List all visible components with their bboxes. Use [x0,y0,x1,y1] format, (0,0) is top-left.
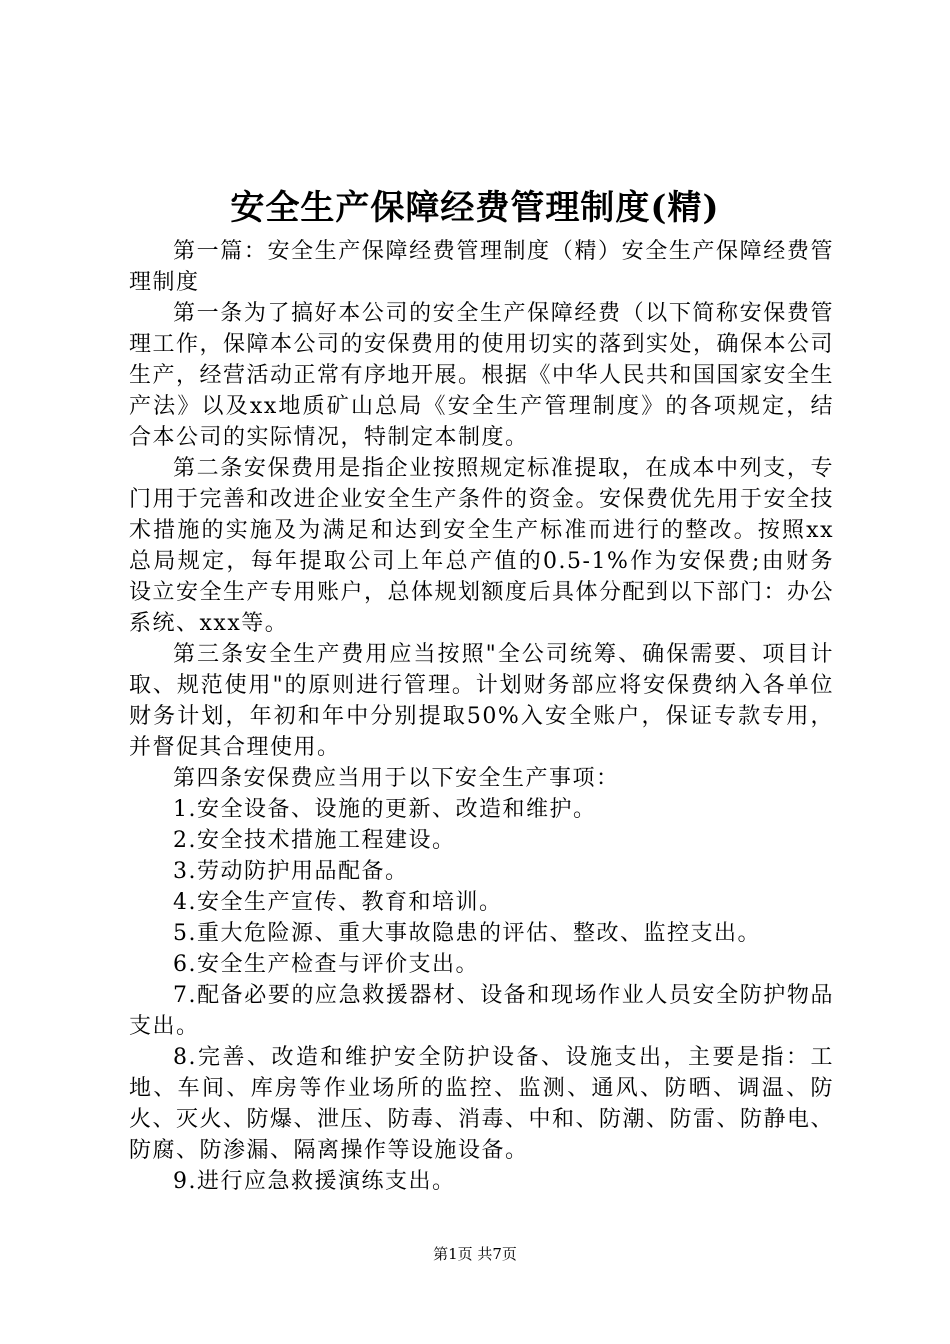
paragraph: 第一条为了搞好本公司的安全生产保障经费（以下简称安保费管理工作，保障本公司的安保费用的使用切实的落到实处，确保本公司生产，经营活动正常有序地开展。根据《中华人民共和国国家安全生产法》以及xx地质矿山总局《安全生产管理制度》的各项规定，结合本公司的实际情况，特制定本制度。 [129,301,835,450]
list-item: 8.完善、改造和维护安全防护设备、设施支出，主要是指：工地、车间、库房等作业场所的监控、监测、通风、防晒、调温、防火、灭火、防爆、泄压、防毒、消毒、中和、防潮、防雷、防静电、防腐、防渗漏、隔离操作等设施设备。 [129,1045,835,1163]
paragraph: 第二条安保费用是指企业按照规定标准提取，在成本中列支，专门用于完善和改进企业安全生产条件的资金。安保费优先用于安全技术措施的实施及为满足和达到安全生产标准而进行的整改。按照xx总局规定，每年提取公司上年总产值的0.5-1%作为安保费;由财务设立安全生产专用账户，总体规划额度后具体分配到以下部门：办公系统、xxx等。 [129,456,835,636]
document-body [129,236,834,1197]
list-item: 5.重大危险源、重大事故隐患的评估、整改、监控支出。 [173,921,761,946]
paragraph: 第四条安保费应当用于以下安全生产事项： [173,766,620,791]
list-item: 3.劳动防护用品配备。 [173,859,409,884]
list-item: 7.配备必要的应急救援器材、设备和现场作业人员安全防护物品支出。 [129,983,834,1039]
list-item: 4.安全生产宣传、教育和培训。 [173,890,503,915]
document-title: 安全生产保障经费管理制度(精) [230,188,720,228]
list-item: 6.安全生产检查与评价支出。 [173,952,479,977]
paragraph: 第一篇：安全生产保障经费管理制度（精）安全生产保障经费管理制度 [129,239,834,295]
page-number: 第1页 共7页 [433,1245,517,1263]
list-item: 2.安全技术措施工程建设。 [173,828,456,853]
list-item: 1.安全设备、设施的更新、改造和维护。 [173,797,597,822]
list-item: 9.进行应急救援演练支出。 [173,1169,456,1194]
paragraph: 第三条安全生产费用应当按照"全公司统筹、确保需要、项目计取、规范使用"的原则进行管理。计划财务部应将安保费纳入各单位财务计划，年初和年中分别提取50%入安全账户，保证专款专用，并督促其合理使用。 [129,642,834,760]
